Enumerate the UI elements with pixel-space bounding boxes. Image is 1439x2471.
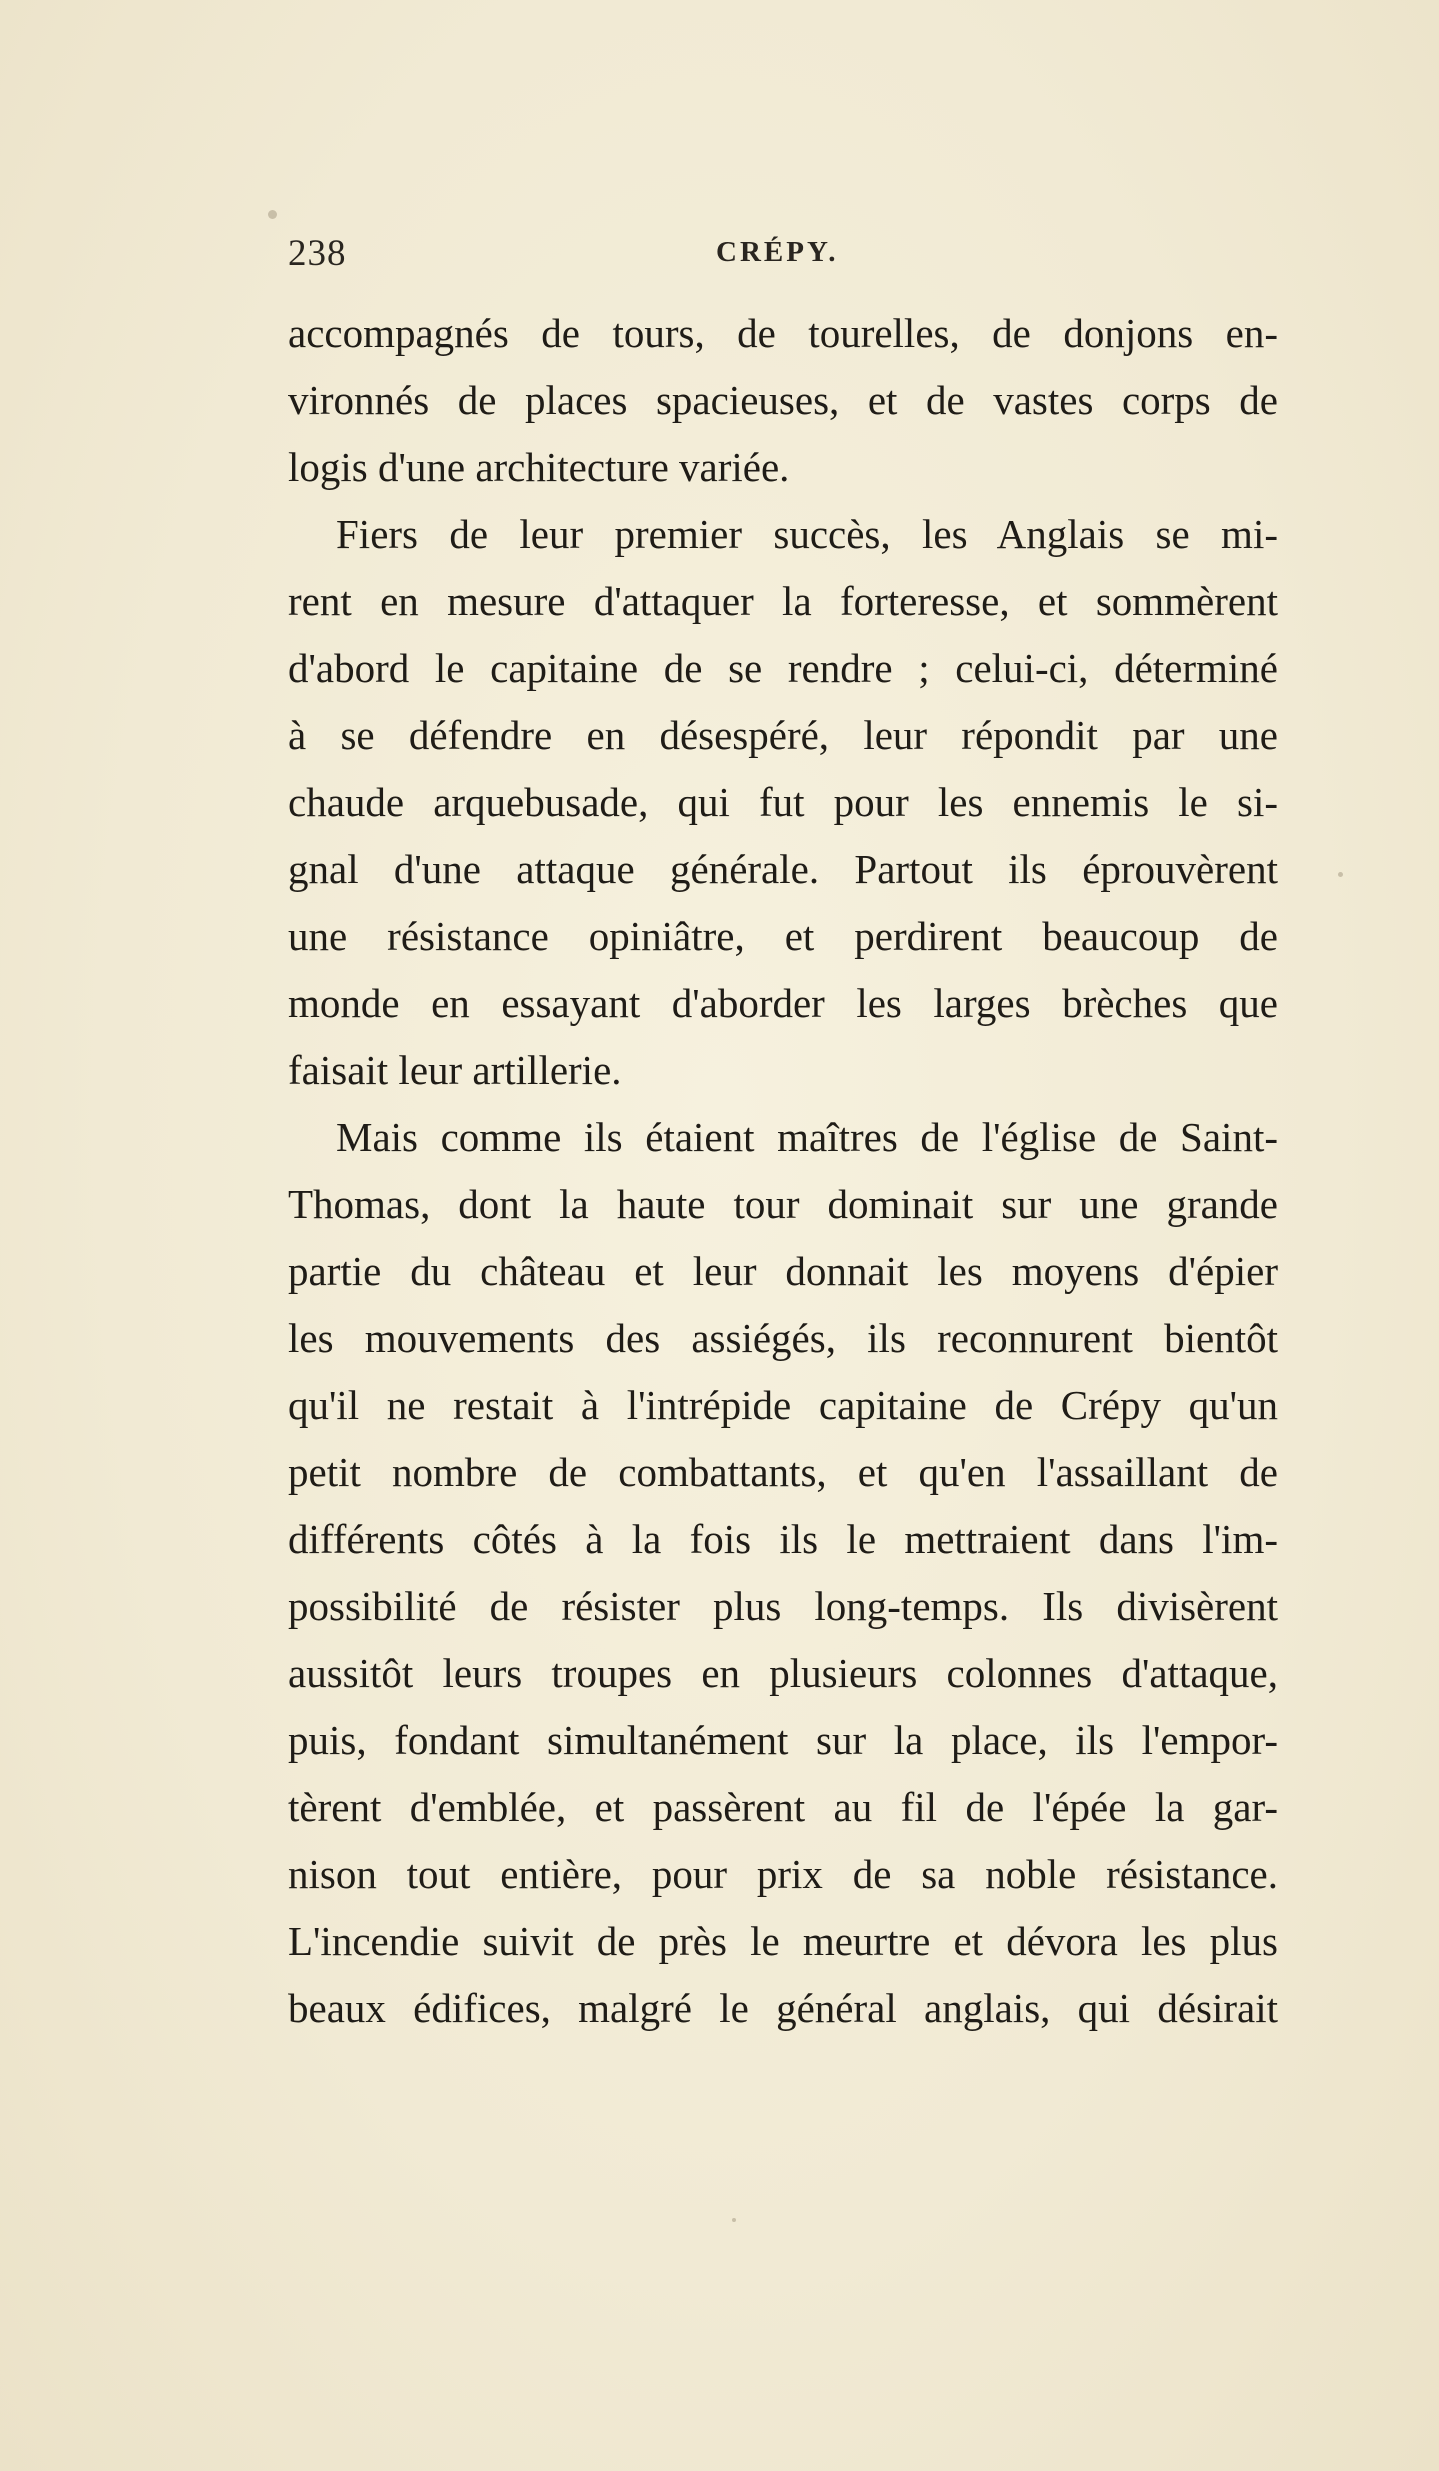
text-line: les mouvements des assiégés, ils reconnurent bientôt <box>288 1315 1278 1361</box>
text-line: à se défendre en désespéré, leur répondit par une <box>288 712 1278 758</box>
text-line: beaux édifices, malgré le général anglais, qui désirait <box>288 1985 1278 2031</box>
text-line: possibilité de résister plus long-temps. Ils divisèrent <box>288 1583 1278 1629</box>
page-number: 238 <box>288 233 347 274</box>
text-line: accompagnés de tours, de tourelles, de donjons en- <box>288 310 1278 356</box>
page-header <box>288 232 1278 282</box>
text-line: logis d'une architecture variée. <box>288 444 790 490</box>
text-line: chaude arquebusade, qui fut pour les ennemis le si- <box>288 779 1278 825</box>
text-line: aussitôt leurs troupes en plusieurs colonnes d'attaque, <box>288 1650 1278 1696</box>
text-line: gnal d'une attaque générale. Partout ils éprouvèrent <box>288 846 1278 892</box>
body-text <box>288 300 1278 2042</box>
text-line: petit nombre de combattants, et qu'en l'assaillant de <box>288 1449 1278 1495</box>
text-line: rent en mesure d'attaquer la forteresse, et sommèrent <box>288 578 1278 624</box>
text-line: L'incendie suivit de près le meurtre et dévora les plus <box>288 1918 1278 1964</box>
running-head: CRÉPY. <box>716 236 839 268</box>
text-line: Fiers de leur premier succès, les Anglais se mi- <box>336 511 1278 557</box>
text-line: vironnés de places spacieuses, et de vastes corps de <box>288 377 1278 423</box>
text-line: Mais comme ils étaient maîtres de l'église de Saint- <box>336 1114 1278 1160</box>
text-line: différents côtés à la fois ils le mettraient dans l'im- <box>288 1516 1278 1562</box>
text-line: faisait leur artillerie. <box>288 1047 622 1093</box>
text-line: puis, fondant simultanément sur la place, ils l'empor- <box>288 1717 1278 1763</box>
text-line: qu'il ne restait à l'intrépide capitaine de Crépy qu'un <box>288 1382 1278 1428</box>
paper-speck <box>732 2218 736 2222</box>
text-line: monde en essayant d'aborder les larges brèches que <box>288 980 1278 1026</box>
text-line: Thomas, dont la haute tour dominait sur une grande <box>288 1181 1278 1227</box>
text-line: tèrent d'emblée, et passèrent au fil de l'épée la gar- <box>288 1784 1278 1830</box>
text-line: d'abord le capitaine de se rendre ; celui-ci, déterminé <box>288 645 1278 691</box>
text-line: une résistance opiniâtre, et perdirent beaucoup de <box>288 913 1278 959</box>
text-line: partie du château et leur donnait les moyens d'épier <box>288 1248 1278 1294</box>
text-line: nison tout entière, pour prix de sa noble résistance. <box>288 1851 1278 1897</box>
paper-speck <box>1338 872 1343 877</box>
paper-speck <box>268 210 277 219</box>
